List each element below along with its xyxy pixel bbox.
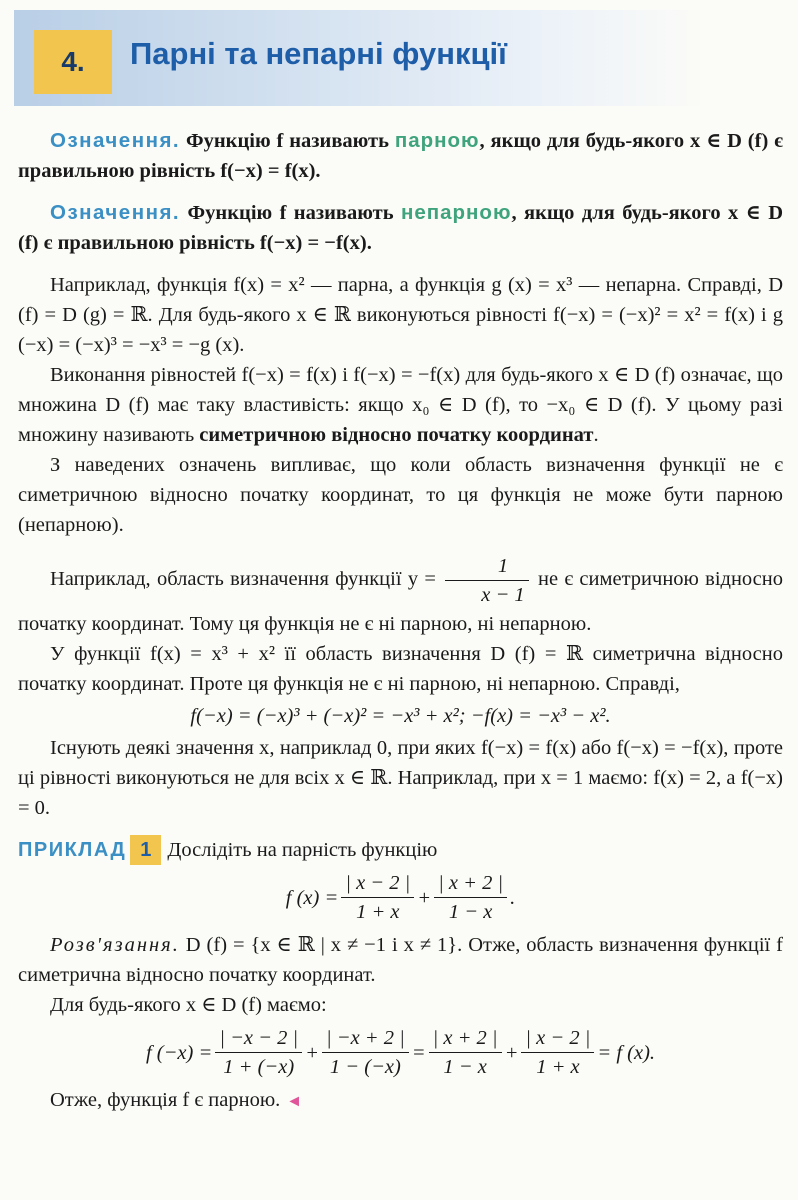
fraction-denominator: 1 − x	[443, 1056, 487, 1078]
fraction-denominator: 1 − x	[448, 901, 493, 923]
fraction-1	[341, 869, 414, 926]
fraction-numerator: | x − 2 |	[521, 1024, 594, 1053]
definition-label: Означення.	[50, 129, 181, 152]
example-function-formula	[18, 869, 783, 926]
fraction-numerator: | −x + 2 |	[322, 1024, 409, 1053]
plus-sign: +	[504, 1041, 519, 1064]
example2-after: не є симетричною відносно початку координат. Тому ця функція не є ні парною, ні непарною.	[18, 568, 784, 635]
solution-lhs: f (−x) =	[145, 1041, 213, 1064]
fraction-denominator: 1 + (−x)	[223, 1056, 295, 1078]
definition-label: Означення.	[50, 201, 181, 224]
example-label: ПРИКЛАД	[18, 839, 127, 861]
chapter-title: Парні та непарні функції	[130, 36, 507, 71]
paragraph-example-1: Наприклад, функція f(x) = x² — парна, а функція g (x) = x³ — непарна. Справді, D (f) = D (g) = ℝ. Для будь-якого x ∈ ℝ виконуються рівності f(−x) = (−x)² = x² = f(x) і g (−x) = (−x)³ = −x³ = −g (x).	[18, 274, 783, 356]
end-of-solution-icon: ◄	[286, 1093, 303, 1110]
example-heading	[18, 835, 783, 865]
fraction-numerator: | x + 2 |	[434, 869, 507, 898]
term-even: парною	[394, 129, 480, 152]
paragraph-example-2	[18, 552, 783, 639]
definition-odd	[18, 198, 783, 258]
solution-fraction-2	[322, 1024, 409, 1081]
conclusion-text: Отже, функція f є парною.	[50, 1089, 281, 1111]
definition-text-after: , якщо для будь-якого x ∈ D (f) є правильною рівність f(−x) = −f(x).	[18, 202, 784, 254]
fraction-numerator: | x − 2 |	[341, 869, 414, 898]
paragraph-symmetry	[18, 360, 783, 450]
solution-formula	[18, 1024, 783, 1081]
example-number-badge: 1	[130, 835, 161, 865]
page-content	[18, 126, 783, 1117]
fraction-denominator: 1 − (−x)	[329, 1056, 401, 1078]
definition-even	[18, 126, 783, 186]
paragraph-consequence: З наведених означень випливає, що коли область визначення функції не є симетричною відносно початку координат, то ця функція не може бути парною (непарною).	[18, 454, 783, 536]
fraction-numerator: | −x − 2 |	[215, 1024, 302, 1053]
paragraph-example-3: У функції f(x) = x³ + x² її область визначення D (f) = ℝ симетрична відносно початку координат. Проте ця функція не є ні парною, ні непарною. Справді,	[18, 643, 783, 695]
chapter-number-badge: 4.	[34, 30, 112, 94]
definition-text-after: , якщо для будь-якого x ∈ D (f) є правильною рівність f(−x) = f(x).	[18, 130, 783, 182]
solution-rhs: = f (x).	[597, 1041, 656, 1064]
solution-text-2: Для будь-якого x ∈ D (f) маємо:	[50, 994, 327, 1016]
solution-text-1: D (f) = {x ∈ ℝ | x ≠ −1 і x ≠ 1}. Отже, область визначення функції f симетрична відносно початку координат.	[18, 934, 783, 986]
definition-text-before: Функцію f називають	[180, 202, 401, 224]
plus-sign: +	[305, 1041, 319, 1064]
fraction-numerator: | x + 2 |	[429, 1024, 502, 1053]
solution-label: Розв'язання.	[50, 934, 180, 956]
solution-fraction-1	[215, 1024, 302, 1081]
formula-lhs: f (x) =	[285, 886, 339, 909]
solution-fraction-4	[521, 1024, 594, 1081]
fraction-denominator: x − 1	[481, 584, 525, 606]
example-task: Дослідіть на парність функцію	[167, 839, 438, 861]
symmetry-text: Виконання рівностей f(−x) = f(x) і f(−x) = −f(x) для будь-якого x ∈ D (f) означає, що множина D (f) має таку властивість: якщо x₀ ∈ D (f), то −x₀ ∈ D (f). У цьому разі множину називають	[18, 364, 783, 446]
fraction-denominator: 1 + x	[536, 1056, 580, 1078]
paragraph-values: Існують деякі значення x, наприклад 0, при яких f(−x) = f(x) або f(−x) = −f(x), проте ці рівності виконуються не для всіх x ∈ ℝ. Наприклад, при x = 1 маємо: f(x) = 2, а f(−x) = 0.	[18, 737, 783, 819]
solution-fraction-3	[429, 1024, 502, 1081]
equals-sign: =	[411, 1041, 426, 1064]
fraction-denominator: 1 + x	[356, 901, 400, 923]
formula-example-3: f(−x) = (−x)³ + (−x)² = −x³ + x²; −f(x) = −x³ − x².	[190, 705, 611, 727]
fraction-2	[434, 869, 507, 926]
solution-paragraph	[18, 930, 783, 990]
example2-before: Наприклад, область визначення функції y =	[50, 568, 443, 591]
fraction-one-over-x-minus-1	[445, 552, 528, 609]
plus-sign: +	[417, 886, 432, 909]
symmetry-bold-term: симетричною відносно початку координат	[199, 424, 594, 446]
symmetry-end: .	[593, 424, 599, 446]
term-odd: непарною	[400, 201, 512, 224]
definition-text-before: Функцію f називають	[180, 130, 395, 152]
fraction-numerator: 1	[445, 552, 528, 581]
solution-conclusion	[18, 1085, 783, 1117]
formula-end: .	[510, 886, 516, 909]
